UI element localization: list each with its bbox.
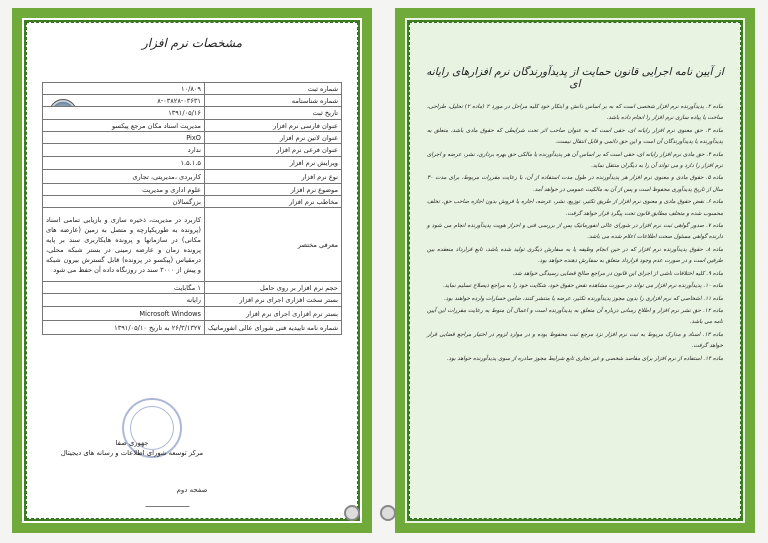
regulation-clause: ماده ۴. حق مادی نرم افزار رایانه ای، حقی است که بر اساس آن هر پدیدآورنده یا مالکی حق بهره برداری، نشر، عرضه و اجرای نرم افزار را دارد و می تواند آن را به دیگران منتقل نماید. xyxy=(427,151,723,170)
certificate-right-page xyxy=(395,8,755,533)
table-row xyxy=(43,282,342,294)
regulation-clause: ماده ۱۲. حق نشر نرم افزار و اطلاع رسانی درباره آن متعلق به پدیدآورنده است و اعمال آن منوط به رعایت مقررات این آیین نامه می باشد. xyxy=(427,307,723,326)
binding-ring-icon xyxy=(344,505,360,521)
field-label: شماره ثبت xyxy=(204,83,341,95)
regulation-clause: ماده ۱۳. اسناد و مدارک مربوط به ثبت نرم افزار نزد مرجع ثبت محفوظ بوده و در موارد لزوم در اختیار مراجع قضایی قرار خواهد گرفت. xyxy=(427,331,723,350)
handwritten-signature xyxy=(145,498,192,507)
field-label: مخاطب نرم افزار xyxy=(204,196,341,208)
table-row xyxy=(43,196,342,208)
field-label: عنوان فرعی نرم افزار xyxy=(204,144,341,157)
table-row xyxy=(43,157,342,170)
binding-rings xyxy=(340,505,400,519)
table-row xyxy=(43,132,342,144)
field-value: رایانه xyxy=(43,294,205,307)
field-label: بستر نرم افزاری اجرای نرم افزار xyxy=(204,307,341,321)
field-value: Microsoft Windows xyxy=(43,307,205,321)
hologram-seal-icon xyxy=(49,99,77,107)
table-row xyxy=(43,208,342,282)
table-row xyxy=(43,83,342,95)
table-row xyxy=(43,170,342,184)
field-label: تاریخ ثبت xyxy=(204,107,341,120)
table-row xyxy=(43,95,342,107)
field-value: ۱.۵.۱.۵ xyxy=(43,157,205,170)
field-label: حجم نرم افزار بر روی حامل xyxy=(204,282,341,294)
page-footer-note: صفحه دوم xyxy=(176,486,208,494)
field-value: کاربرد در مدیریت، ذخیره سازی و بازیابی تمامی اسناد (پرونده به طوریکپارچه و متصل به زمین (عارضه های مکانی) در سازمانها و پرونده هایکاربری سند بر پایه پرونده زمان و عارضه زمینی در بستر شبکه محلی، درمقیاس (پیکسو در پرونده) قابل گسترش بیرون شبکه و پیش از ۳۰۰۰ سند در روزنگاه داده آن حفظ می شود xyxy=(43,208,205,282)
field-label: بستر سخت افزاری اجرای نرم افزار xyxy=(204,294,341,307)
field-value: ۸-۰۳۸۲۸-۰۳۶۳۱ xyxy=(43,95,205,107)
regulation-clause: ماده ۶. نقض حقوق مادی و معنوی نرم افزار از طریق تکثیر، توزیع، نشر، عرضه، اجاره یا فروش بدون اجازه صاحب حق، تخلف محسوب شده و متخلف مطابق قانون تحت پیگرد قرار خواهد گرفت. xyxy=(427,199,724,217)
regulation-title: از آیین نامه اجرایی قانون حمایت از پدیدآورندگان نرم افزارهای رایانه ای xyxy=(426,66,724,90)
field-value: ۱ مگابایت xyxy=(43,282,205,294)
regulation-clause: ماده ۹. کلیه اختلافات ناشی از اجرای این قانون در مراجع صالح قضایی رسیدگی خواهد شد. xyxy=(512,270,723,277)
regulation-clause: ماده ۷. صدور گواهی ثبت نرم افزار در شورای عالی انفورماتیک پس از بررسی فنی و احراز هویت پدیدآورنده انجام می شود و دارنده گواهی مسئول صحت اطلاعات اعلام شده می باشد. xyxy=(427,223,723,241)
issuing-organization: مرکز توسعه شورای اطلاعات و رسانه های دیجیتال xyxy=(60,449,204,457)
field-value: ۱۰/۸۰۹ xyxy=(43,83,205,95)
field-value: ندارد xyxy=(43,144,205,157)
field-label: موضوع نرم افزار xyxy=(204,184,341,196)
field-value: PixO xyxy=(43,132,205,144)
field-label: عنوان لاتین نرم افزار xyxy=(204,132,341,144)
field-value: ۱۳۹۱/۰۵/۱۶ xyxy=(43,107,205,120)
field-label: نوع نرم افزار xyxy=(204,170,341,184)
binding-ring-icon xyxy=(380,505,396,521)
signatory-name: جهوری صفا xyxy=(115,439,149,447)
table-row xyxy=(43,294,342,307)
field-value: بزرگسالان xyxy=(43,196,205,208)
field-value: مدیریت اسناد مکان مرجع پیکسو xyxy=(43,120,205,132)
signature-block xyxy=(52,438,212,476)
regulation-clause: ماده ۱۱. اشخاصی که نرم افزاری را بدون مجوز پدیدآورنده تکثیر، عرضه یا منتشر کنند، ضامن خسارات وارده خواهند بود. xyxy=(443,295,723,302)
table-row xyxy=(43,107,342,120)
field-label: عنوان فارسی نرم افزار xyxy=(204,120,341,132)
field-label: شماره شناسنامه xyxy=(204,95,341,107)
software-specs-table xyxy=(42,82,342,335)
table-row xyxy=(43,184,342,196)
field-label: شماره نامه تاییدیه فنی شورای عالی انفورماتیک xyxy=(204,321,341,335)
field-value: ۲۶/۳/۱۳۲۷ به تاریخ ۱۳۹۱/۰۵/۱۰ xyxy=(43,321,205,335)
regulation-clause: ماده ۳. حق معنوی نرم افزار رایانه ای، حقی است که به عنوان صاحب اثر تحت شرایطی که حقوق مادی باشد، متعلق به پدیدآورنده یا پدیدآورندگان آن است و این حق دائمی و قابل انتقال نیست. xyxy=(427,127,723,146)
table-row xyxy=(43,120,342,132)
field-label: معرفی مختصر xyxy=(204,208,341,282)
table-row xyxy=(43,307,342,321)
regulation-clause: ماده ۲. پدیدآورنده نرم افزار شخصی است که به بر اساس دانش و ابتکار خود کلیه مراحل در مورد ۲ (ماده ۲) تحلیل، طراحی، ساخت یا پیاده سازی نرم افزار را انجام داده باشد. xyxy=(427,104,723,122)
regulation-clause: ماده ۱۴. استفاده از نرم افزار برای مقاصد شخصی و غیر تجاری تابع شرایط مجوز صادره از سوی پدیدآورنده خواهد بود. xyxy=(446,355,723,362)
table-row xyxy=(43,321,342,335)
field-value: علوم اداری و مدیریت xyxy=(43,184,205,196)
regulation-clause: ماده ۵. حقوق مادی و معنوی نرم افزار هر پدیدآورنده در طول مدت استفاده از آن، با رعایت مقررات مربوط، برای مدت ۳۰ سال از تاریخ پدیدآوری محفوظ است و پس از آن به مالکیت عمومی در خواهد آمد. xyxy=(427,175,724,193)
certificate-left-page xyxy=(12,8,372,533)
regulation-clauses xyxy=(427,102,723,366)
field-value: کاربردی ،مدیریتی، تجاری xyxy=(43,170,205,184)
field-label: ویرایش نرم افزار xyxy=(204,157,341,170)
regulation-clause: ماده ۱۰. پدیدآورنده نرم افزار می تواند در صورت مشاهده نقض حقوق خود، شکایت خود را به مراجع ذیصلاح تسلیم نماید. xyxy=(442,283,723,290)
table-row xyxy=(43,144,342,157)
regulation-clause: ماده ۸. حقوق پدیدآورنده نرم افزار که در حین انجام وظیفه یا به سفارش دیگری تولید شده باشد، تابع قرارداد منعقده بین طرفین است و در صورت عدم وجود قرارداد متعلق به سفارش دهنده خواهد بود. xyxy=(427,246,723,265)
software-specs-title: مشخصات نرم افزار xyxy=(141,36,243,50)
